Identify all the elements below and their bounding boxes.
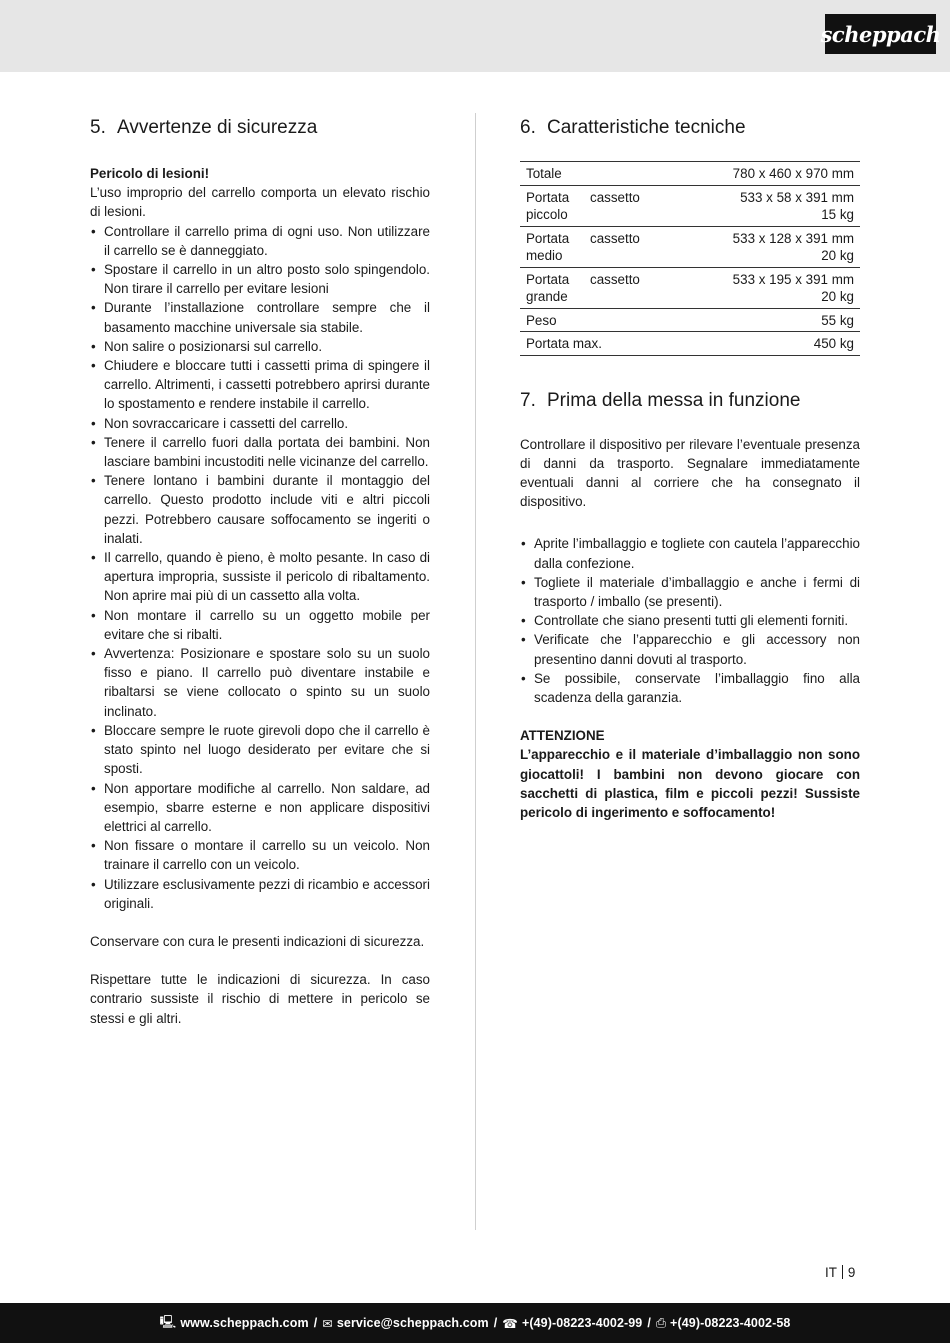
- spec-label: Portata grande: [520, 267, 584, 308]
- spec-value: 533 x 195 x 391 mm 20 kg: [668, 267, 860, 308]
- spec-label-drawer: cassetto: [584, 226, 668, 267]
- column-divider: [475, 113, 476, 1230]
- spec-value: 780 x 460 x 970 mm: [668, 162, 860, 186]
- list-item: • Controllare il carrello prima di ogni uso. Non utilizzare il carrello se è danneggiato.: [90, 222, 430, 260]
- mail-icon: ✉: [322, 1316, 333, 1331]
- section-6-heading: 6. Caratteristiche tecniche: [520, 117, 746, 138]
- list-item: • Non fissare o montare il carrello su un veicolo. Non trainare il carrello con un veicolo.: [90, 836, 430, 874]
- phone-icon: ☎: [502, 1316, 518, 1331]
- spec-label: Peso: [520, 308, 668, 332]
- section-7-intro: Controllare il dispositivo per rilevare l’eventuale presenza di danni da trasporto. Segnalare immediatamente eventuali danni al corriere che ha consegnato il dispositivo.: [520, 436, 860, 510]
- warning-title: Pericolo di lesioni!: [90, 166, 210, 181]
- header-band: [0, 0, 950, 72]
- footer-email[interactable]: service@scheppach.com: [336, 1316, 489, 1330]
- list-item: • Togliete il materiale d’imballaggio e anche i fermi di trasporto / imballo (se presenti).: [520, 573, 860, 611]
- table-row: [520, 308, 860, 332]
- unpacking-list: [520, 534, 860, 707]
- list-item: • Non sovraccaricare i cassetti del carrello.: [90, 414, 430, 433]
- list-item: • Spostare il carrello in un altro posto solo spingendolo. Non tirare il carrello per evitare lesioni: [90, 260, 430, 298]
- list-item: • Non salire o posizionarsi sul carrello.: [90, 337, 430, 356]
- contact-footer: 🖳 www.scheppach.com / ✉ service@scheppach.com / ☎ +(49)-08223-4002-99 / ⎙ +(49)-08223-4002-58: [0, 1303, 950, 1343]
- section-5-heading: 5. Avvertenze di sicurezza: [90, 117, 318, 138]
- table-row: [520, 185, 860, 226]
- list-item: • Se possibile, conservate l’imballaggio fino alla scadenza della garanzia.: [520, 669, 860, 707]
- footer-web[interactable]: www.scheppach.com: [180, 1316, 309, 1330]
- list-item: • Tenere il carrello fuori dalla portata dei bambini. Non lasciare bambini incustoditi nelle vicinanze del carrello.: [90, 433, 430, 471]
- list-item: • Bloccare sempre le ruote girevoli dopo che il carrello è stato spinto nel luogo desiderato per evitare che si sposti.: [90, 721, 430, 779]
- list-item: • Avvertenza: Posizionare e spostare solo su un suolo fisso e piano. Il carrello può diventare instabile e ribaltarsi se viene collocato o spinto su un suolo inclinato.: [90, 644, 430, 721]
- section-safety: [90, 116, 430, 1028]
- list-item: • Chiudere e bloccare tutti i cassetti prima di spingere il carrello. Altrimenti, i cassetti potrebbero aprirsi durante lo spostamento e rendere instabile il carrello.: [90, 356, 430, 414]
- table-row: [520, 226, 860, 267]
- spec-label-drawer: cassetto: [584, 185, 668, 226]
- attention-text: L’apparecchio e il materiale d’imballaggio non sono giocattoli! I bambini non devono giocare con sacchetti di plastica, film e piccoli pezzi! Sussiste pericolo di ingerimento e soffocamento!: [520, 747, 860, 820]
- table-row: [520, 267, 860, 308]
- spec-table: [520, 161, 860, 356]
- footer-fax: +(49)-08223-4002-58: [670, 1316, 791, 1330]
- monitor-icon: 🖳: [159, 1314, 177, 1329]
- spec-value: 533 x 128 x 391 mm 20 kg: [668, 226, 860, 267]
- page-number: IT 9: [825, 1265, 856, 1280]
- spec-label: Totale: [520, 162, 668, 186]
- footer-phone: +(49)-08223-4002-99: [521, 1316, 643, 1330]
- spec-label-drawer: cassetto: [584, 267, 668, 308]
- list-item: • Aprite l’imballaggio e togliete con cautela l’apparecchio dalla confezione.: [520, 534, 860, 572]
- spec-value: 55 kg: [668, 308, 860, 332]
- section-specs: [520, 116, 860, 822]
- list-item: • Durante l’installazione controllare sempre che il basamento macchine universale sia stabile.: [90, 298, 430, 336]
- attention-title: ATTENZIONE: [520, 728, 605, 744]
- list-item: • Non montare il carrello su un oggetto mobile per evitare che si ribalti.: [90, 606, 430, 644]
- page-number-separator: [842, 1265, 843, 1279]
- list-item: • Controllate che siano presenti tutti gli elementi forniti.: [520, 611, 860, 630]
- section-7-heading: 7. Prima della messa in funzione: [520, 389, 801, 411]
- spec-value: 533 x 58 x 391 mm 15 kg: [668, 185, 860, 226]
- brand-logo: scheppach: [825, 14, 936, 54]
- spec-label: Portata max.: [520, 332, 668, 356]
- warning-intro: L’uso improprio del carrello comporta un elevato rischio di lesioni.: [90, 185, 430, 220]
- spec-label: Portata piccolo: [520, 185, 584, 226]
- table-row: [520, 332, 860, 356]
- fax-icon: ⎙: [655, 1315, 667, 1330]
- safety-list: [90, 222, 430, 913]
- table-row: [520, 162, 860, 186]
- list-item: • Non apportare modifiche al carrello. Non saldare, ad esempio, sbarre esterne e non applicare dispositivi elettrici al carrello.: [90, 779, 430, 837]
- spec-value: 450 kg: [668, 332, 860, 356]
- closing-note-1: Conservare con cura le presenti indicazioni di sicurezza.: [90, 933, 425, 949]
- list-item: • Verificate che l’apparecchio e gli accessory non presentino danni dovuti al trasporto.: [520, 630, 860, 668]
- list-item: • Il carrello, quando è pieno, è molto pesante. In caso di apertura impropria, sussiste il pericolo di ribaltamento. Non aprire mai più di un cassetto alla volta.: [90, 548, 430, 606]
- list-item: • Utilizzare esclusivamente pezzi di ricambio e accessori originali.: [90, 875, 430, 913]
- spec-label: Portata medio: [520, 226, 584, 267]
- closing-note-2: Rispettare tutte le indicazioni di sicurezza. In caso contrario sussiste il rischio di mettere in pericolo se stessi e gli altri.: [90, 972, 430, 1026]
- list-item: • Tenere lontano i bambini durante il montaggio del carrello. Questo prodotto include viti e altri piccoli pezzi. Potrebbero causare soffocamento se ingeriti o inalati.: [90, 471, 430, 548]
